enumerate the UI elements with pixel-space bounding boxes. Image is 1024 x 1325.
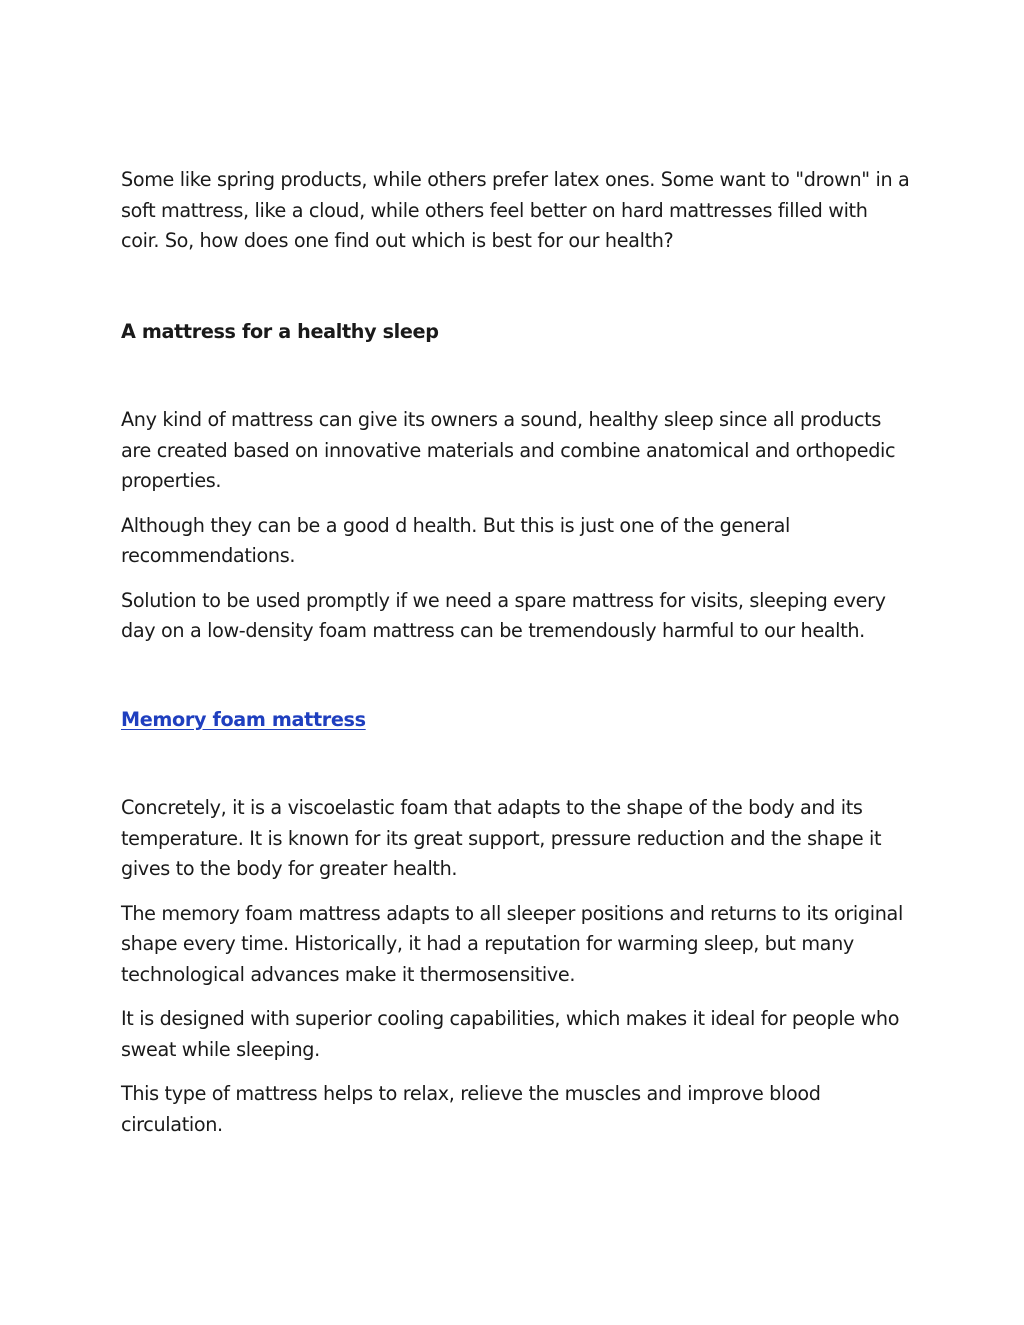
memory-foam-mattress-link[interactable]: Memory foam mattress: [121, 707, 366, 731]
section-heading-memory-foam: [121, 705, 911, 736]
body-paragraph: This type of mattress helps to relax, relieve the muscles and improve blood circulation.: [121, 1082, 821, 1136]
body-paragraph: Any kind of mattress can give its owners a sound, healthy sleep since all products are created based on innovative materials and combine anatomical and orthopedic properties.: [121, 408, 896, 492]
body-paragraph: It is designed with superior cooling capabilities, which makes it ideal for people who sweat while sleeping.: [121, 1007, 900, 1061]
body-paragraph: Solution to be used promptly if we need a spare mattress for visits, sleeping every day on a low-density foam mattress can be tremendously harmful to our health.: [121, 588, 886, 642]
section-heading-healthy-sleep: A mattress for a healthy sleep: [121, 319, 439, 343]
intro-paragraph: Some like spring products, while others prefer latex ones. Some want to "drown" in a soft mattress, like a cloud, while others feel better on hard mattresses filled with coir. So, how does one find out which is best for our health?: [121, 168, 910, 252]
body-paragraph: The memory foam mattress adapts to all sleeper positions and returns to its original shape every time. Historically, it had a reputation for warming sleep, but many technological advances make it thermosensitive.: [121, 901, 903, 986]
body-paragraph: Concretely, it is a viscoelastic foam that adapts to the shape of the body and its temperature. It is known for its great support, pressure reduction and the shape it gives to the body for greater health.: [121, 796, 882, 880]
document-body: [121, 165, 911, 1154]
body-paragraph: Although they can be a good d health. But this is just one of the general recommendations.: [121, 513, 791, 567]
